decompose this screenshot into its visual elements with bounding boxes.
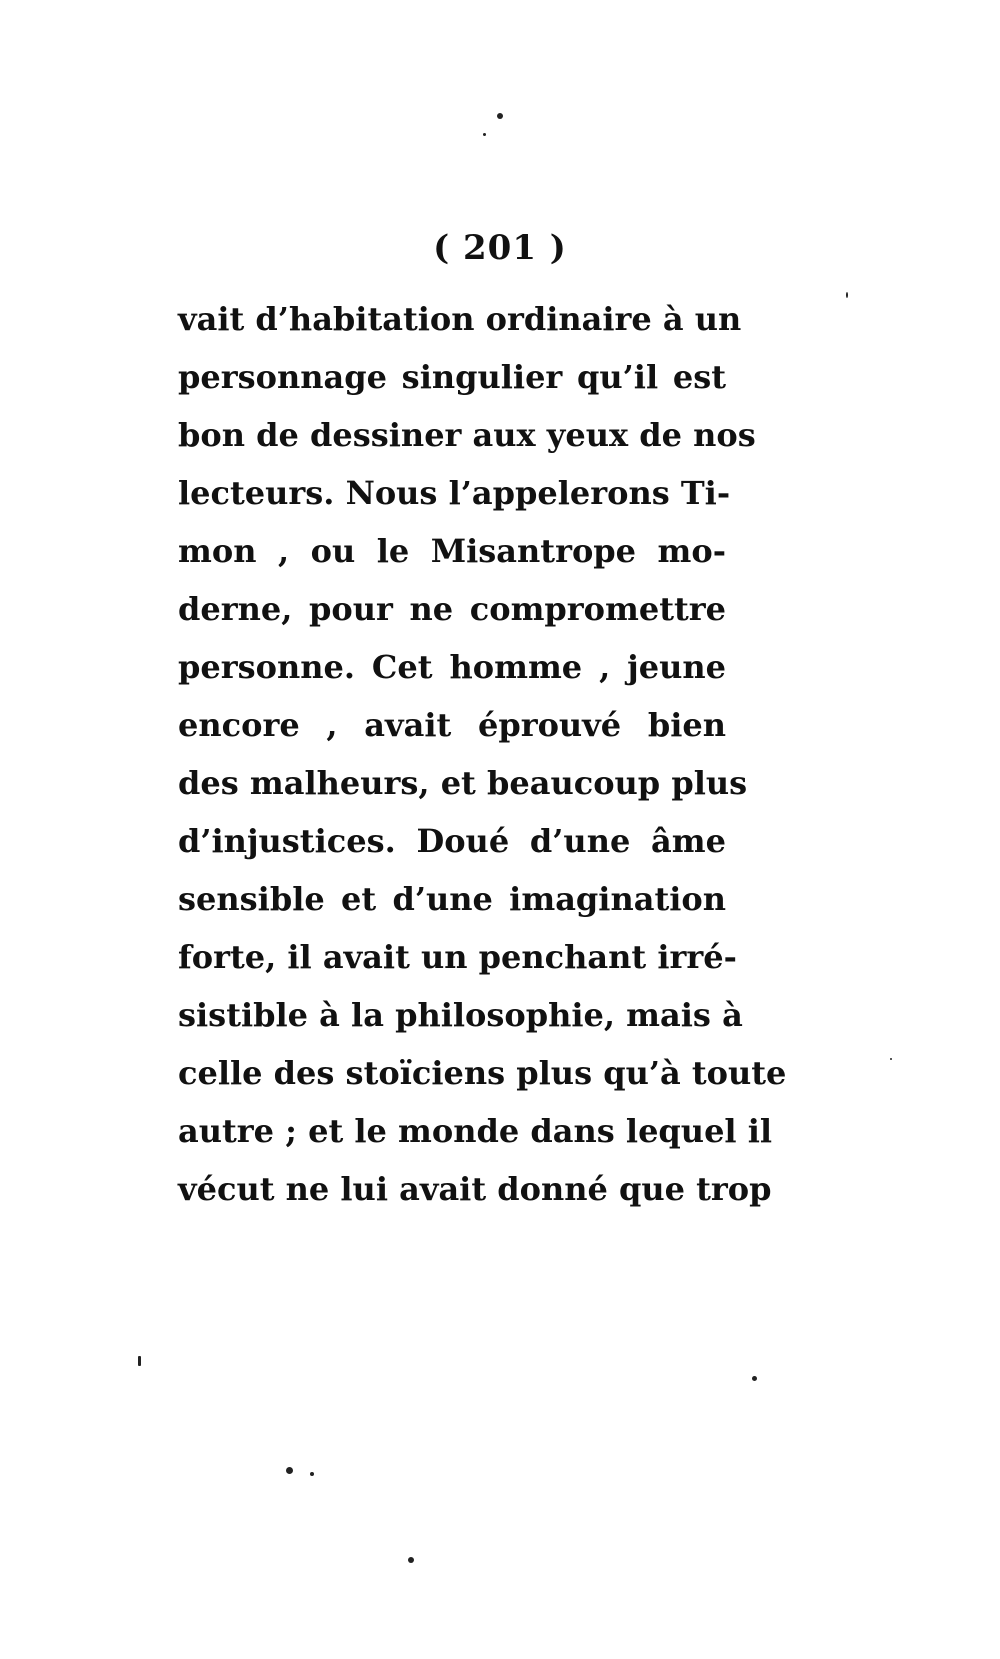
scan-speck bbox=[890, 1058, 892, 1060]
text-line: personne. Cet homme , jeune bbox=[178, 648, 726, 686]
text-line: forte, il avait un penchant irré- bbox=[178, 938, 737, 976]
scan-speck bbox=[846, 292, 848, 298]
text-line: vait d’habitation ordinaire à un bbox=[178, 300, 742, 338]
text-line: derne, pour ne compromettre bbox=[178, 590, 726, 628]
text-line: d’injustices. Doué d’une âme bbox=[178, 822, 726, 860]
scan-speck bbox=[138, 1356, 141, 1366]
text-line: vécut ne lui avait donné que trop bbox=[178, 1170, 772, 1208]
text-line: des malheurs, et beaucoup plus bbox=[178, 764, 748, 802]
scan-speck bbox=[497, 113, 503, 119]
text-line: personnage singulier qu’il est bbox=[178, 358, 726, 396]
body-text bbox=[178, 290, 787, 1218]
text-line: bon de dessiner aux yeux de nos bbox=[178, 416, 756, 454]
text-line: mon , ou le Misantrope mo- bbox=[178, 532, 726, 570]
text-line: autre ; et le monde dans lequel il bbox=[178, 1112, 773, 1150]
scan-speck bbox=[286, 1467, 293, 1474]
text-line: sistible à la philosophie, mais à bbox=[178, 996, 743, 1034]
scan-speck bbox=[752, 1376, 757, 1381]
scan-speck bbox=[483, 133, 486, 136]
page-number: ( 201 ) bbox=[433, 228, 567, 268]
scan-speck bbox=[408, 1557, 414, 1563]
scan-speck bbox=[310, 1472, 314, 1476]
text-line: celle des stoïciens plus qu’à toute bbox=[178, 1054, 787, 1092]
text-line: sensible et d’une imagination bbox=[178, 880, 726, 918]
text-line: encore , avait éprouvé bien bbox=[178, 706, 726, 744]
text-line: lecteurs. Nous l’appelerons Ti- bbox=[178, 474, 731, 512]
